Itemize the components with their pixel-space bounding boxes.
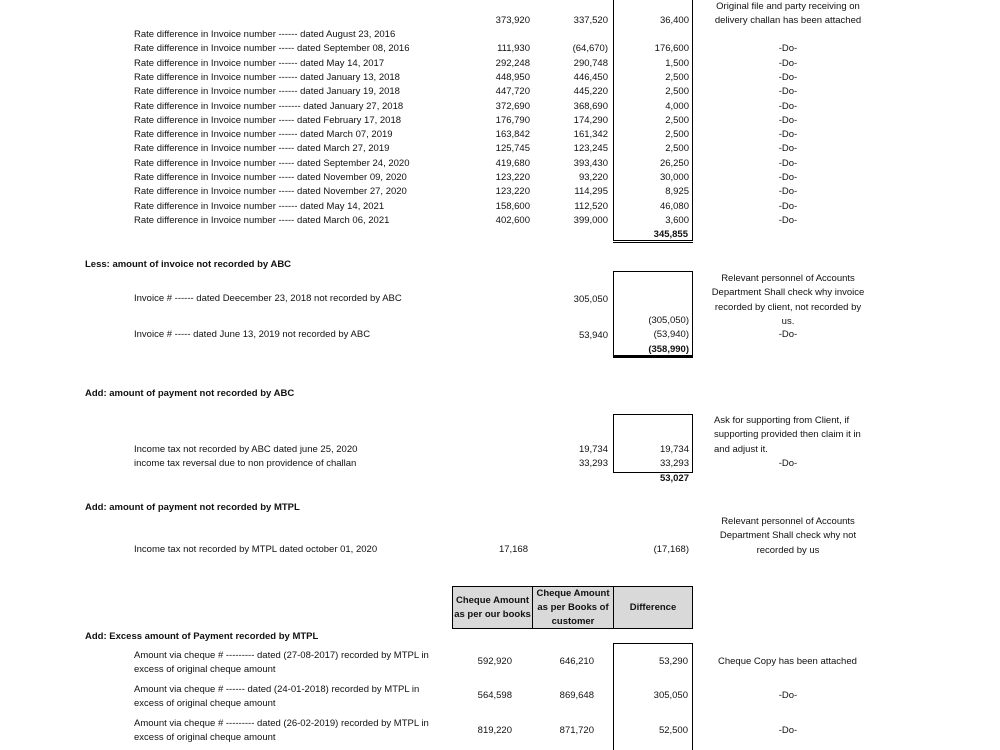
cheque-row-1-diff: 53,290 <box>658 656 688 667</box>
cheque-row-3-remark: -Do- <box>778 725 798 736</box>
rate-row-customer-amount: 93,220 <box>578 172 608 183</box>
rate-row-label: Rate difference in Invoice number ----- dated November 09, 2020 <box>134 172 407 183</box>
add-payment-abc-row-2-diff: 33,293 <box>659 458 689 469</box>
first-row-value-b: 337,520 <box>573 15 608 26</box>
add-payment-mtpl-row-label: Income tax not recorded by MTPL dated october 01, 2020 <box>134 544 378 555</box>
cheque-row-1-remark: Cheque Copy has been attached <box>718 656 857 667</box>
rate-row-difference: 4,000 <box>665 101 689 112</box>
rate-row-label: Rate difference in Invoice number ------ dated January 13, 2018 <box>134 72 400 83</box>
rate-row-difference: 2,500 <box>665 72 689 83</box>
rate-box-left-border <box>613 0 614 241</box>
rate-row-customer-amount: 290,748 <box>573 58 608 69</box>
less-invoice-total: (358,990) <box>648 344 689 355</box>
rate-row-our-amount: 419,680 <box>495 158 530 169</box>
rate-row-difference: 3,600 <box>665 215 689 226</box>
rate-row-our-amount: 158,600 <box>495 201 530 212</box>
cheque-row-3-customer: 871,720 <box>559 725 594 736</box>
cheque-diff-top-border <box>613 643 693 644</box>
add-payment-abc-row-1-value: 19,734 <box>578 444 608 455</box>
section-heading-less-invoice: Less: amount of invoice not recorded by ABC <box>85 259 292 270</box>
cheque-row-3-label: Amount via cheque # --------- dated (26-02-2019) recorded by MTPL in excess of original cheque amount <box>134 718 429 743</box>
rate-row-customer-amount: 445,220 <box>573 86 608 97</box>
rate-row-label: Rate difference in Invoice number ----- dated September 24, 2020 <box>134 158 410 169</box>
section-heading-add-payment-mtpl: Add: amount of payment not recorded by MTPL <box>85 502 300 513</box>
rate-row-difference: 2,500 <box>665 86 689 97</box>
cheque-row-2-remark: -Do- <box>778 690 798 701</box>
add-payment-abc-note: Ask for supporting from Client, if supporting provided then claim it in and adjust it. <box>714 415 861 455</box>
add-payment-mtpl-row-diff: (17,168) <box>653 544 689 555</box>
rate-row-remark: -Do- <box>778 43 798 54</box>
cheque-row-1-customer: 646,210 <box>559 656 594 667</box>
top-note: Original file and party receiving on delivery challan has been attached <box>714 1 862 27</box>
rate-row-remark: -Do- <box>778 215 798 226</box>
section-heading-add-payment-abc: Add: amount of payment not recorded by ABC <box>85 388 295 399</box>
add-payment-mtpl-row-value: 17,168 <box>498 544 528 555</box>
cheque-section-heading: Add: Excess amount of Payment recorded by MTPL <box>85 631 319 642</box>
cheque-row-1-ours: 592,920 <box>477 656 512 667</box>
rate-row-remark: -Do- <box>778 72 798 83</box>
rate-row-customer-amount: 161,342 <box>573 129 608 140</box>
rate-row-label: Rate difference in Invoice number ----- dated March 06, 2021 <box>134 215 390 226</box>
rate-row-difference: 30,000 <box>659 172 689 183</box>
rate-row-label: Rate difference in Invoice number ------ dated January 19, 2018 <box>134 86 400 97</box>
add-payment-abc-row-2-label: income tax reversal due to non providence of challan <box>134 458 357 469</box>
rate-row-remark: -Do- <box>778 172 798 183</box>
rate-row-label: Rate difference in Invoice number ----- dated November 27, 2020 <box>134 186 407 197</box>
less-invoice-note: Relevant personnel of Accounts Department Shall check why invoice recorded by client, not recorded by us. <box>711 273 865 327</box>
rate-row-our-amount: 447,720 <box>495 86 530 97</box>
cheque-row-2-diff: 305,050 <box>653 690 688 701</box>
less-invoice-row-2-value: 53,940 <box>578 330 608 341</box>
rate-row-our-amount: 372,690 <box>495 101 530 112</box>
cheque-header-customer-books: Cheque Amount as per Books of customer <box>532 586 614 629</box>
rate-row-our-amount: 402,600 <box>495 215 530 226</box>
rate-row-customer-amount: 123,245 <box>573 143 608 154</box>
rate-row-difference: 26,250 <box>659 158 689 169</box>
cheque-header-difference: Difference <box>613 586 693 629</box>
rate-row-label: Rate difference in Invoice number ------ dated March 07, 2019 <box>134 129 393 140</box>
rate-row-remark: -Do- <box>778 58 798 69</box>
cheque-diff-right-border <box>692 643 693 750</box>
rate-row-customer-amount: 399,000 <box>573 215 608 226</box>
cheque-header-our-books: Cheque Amount as per our books <box>452 586 533 629</box>
rate-box-right-border <box>692 0 693 241</box>
rate-row-customer-amount: 368,690 <box>573 101 608 112</box>
less-invoice-row-1-value: 305,050 <box>573 294 608 305</box>
rate-row-remark: -Do- <box>778 186 798 197</box>
cheque-row-2-label: Amount via cheque # ------ dated (24-01-2018) recorded by MTPL in excess of original cheque amount <box>134 684 420 709</box>
rate-row-label: Rate difference in Invoice number ------ dated May 14, 2021 <box>134 201 385 212</box>
rate-row-customer-amount: 393,430 <box>573 158 608 169</box>
add-payment-abc-row-2-remark: -Do- <box>778 458 798 469</box>
rate-row-remark: -Do- <box>778 158 798 169</box>
rate-row-difference: 176,600 <box>654 43 689 54</box>
rate-row-our-amount: 292,248 <box>495 58 530 69</box>
rate-row-customer-amount: 112,520 <box>574 201 608 212</box>
rate-row-label: Rate difference in Invoice number ------ dated August 23, 2016 <box>134 29 396 40</box>
rate-row-label: Rate difference in Invoice number ------- dated January 27, 2018 <box>134 101 404 112</box>
rate-row-remark: -Do- <box>778 201 798 212</box>
rate-row-our-amount: 163,842 <box>495 129 530 140</box>
rate-row-our-amount: 123,220 <box>495 172 530 183</box>
less-invoice-row-1-label: Invoice # ------ dated Deecember 23, 2018 not recorded by ABC <box>134 293 402 304</box>
rate-row-our-amount: 125,745 <box>495 143 530 154</box>
rate-row-remark: -Do- <box>778 143 798 154</box>
first-row-value-a: 373,920 <box>495 15 530 26</box>
rate-row-customer-amount: 174,290 <box>573 115 608 126</box>
add-payment-abc-row-2-value: 33,293 <box>578 458 608 469</box>
rate-row-difference: 2,500 <box>665 143 689 154</box>
first-row-value-c: 36,400 <box>659 15 689 26</box>
rate-row-difference: 2,500 <box>665 115 689 126</box>
rate-row-difference: 1,500 <box>665 58 689 69</box>
rate-row-our-amount: 111,930 <box>497 43 530 54</box>
rate-row-our-amount: 176,790 <box>495 115 530 126</box>
cheque-row-1-label: Amount via cheque # --------- dated (27-08-2017) recorded by MTPL in excess of original cheque amount <box>134 650 429 675</box>
rate-row-customer-amount: 114,295 <box>574 186 608 197</box>
add-payment-mtpl-note: Relevant personnel of Accounts Department Shall check why not recorded by us <box>719 516 857 556</box>
rate-row-label: Rate difference in Invoice number ----- dated March 27, 2019 <box>134 143 390 154</box>
less-invoice-row-1-diff: (305,050) <box>648 315 689 326</box>
rate-row-difference: 2,500 <box>665 129 689 140</box>
less-invoice-row-2-diff: (53,940) <box>653 329 689 340</box>
add-payment-abc-total: 53,027 <box>659 473 689 484</box>
rate-row-remark: -Do- <box>778 129 798 140</box>
rate-row-customer-amount: (64,670) <box>572 43 608 54</box>
rate-row-label: Rate difference in Invoice number ----- dated September 08, 2016 <box>134 43 410 54</box>
rate-row-label: Rate difference in Invoice number ------ dated May 14, 2017 <box>134 58 385 69</box>
cheque-row-2-customer: 869,648 <box>559 690 594 701</box>
cheque-row-3-diff: 52,500 <box>658 725 688 736</box>
cheque-diff-left-border <box>613 643 614 750</box>
add-payment-abc-row-1-diff: 19,734 <box>659 444 689 455</box>
less-invoice-row-2-remark: -Do- <box>778 329 798 340</box>
rate-row-our-amount: 448,950 <box>495 72 530 83</box>
rate-row-customer-amount: 446,450 <box>573 72 608 83</box>
less-invoice-row-2-label: Invoice # ----- dated June 13, 2019 not recorded by ABC <box>134 329 371 340</box>
rate-row-remark: -Do- <box>778 115 798 126</box>
rate-row-our-amount: 123,220 <box>495 186 530 197</box>
rate-row-label: Rate difference in Invoice number ----- dated February 17, 2018 <box>134 115 402 126</box>
cheque-row-3-ours: 819,220 <box>477 725 512 736</box>
rate-row-remark: -Do- <box>778 101 798 112</box>
rate-total: 345,855 <box>653 229 688 240</box>
rate-row-difference: 46,080 <box>659 201 689 212</box>
add-payment-abc-row-1-label: Income tax not recorded by ABC dated june 25, 2020 <box>134 444 358 455</box>
rate-row-difference: 8,925 <box>665 186 689 197</box>
rate-row-remark: -Do- <box>778 86 798 97</box>
cheque-row-2-ours: 564,598 <box>477 690 512 701</box>
